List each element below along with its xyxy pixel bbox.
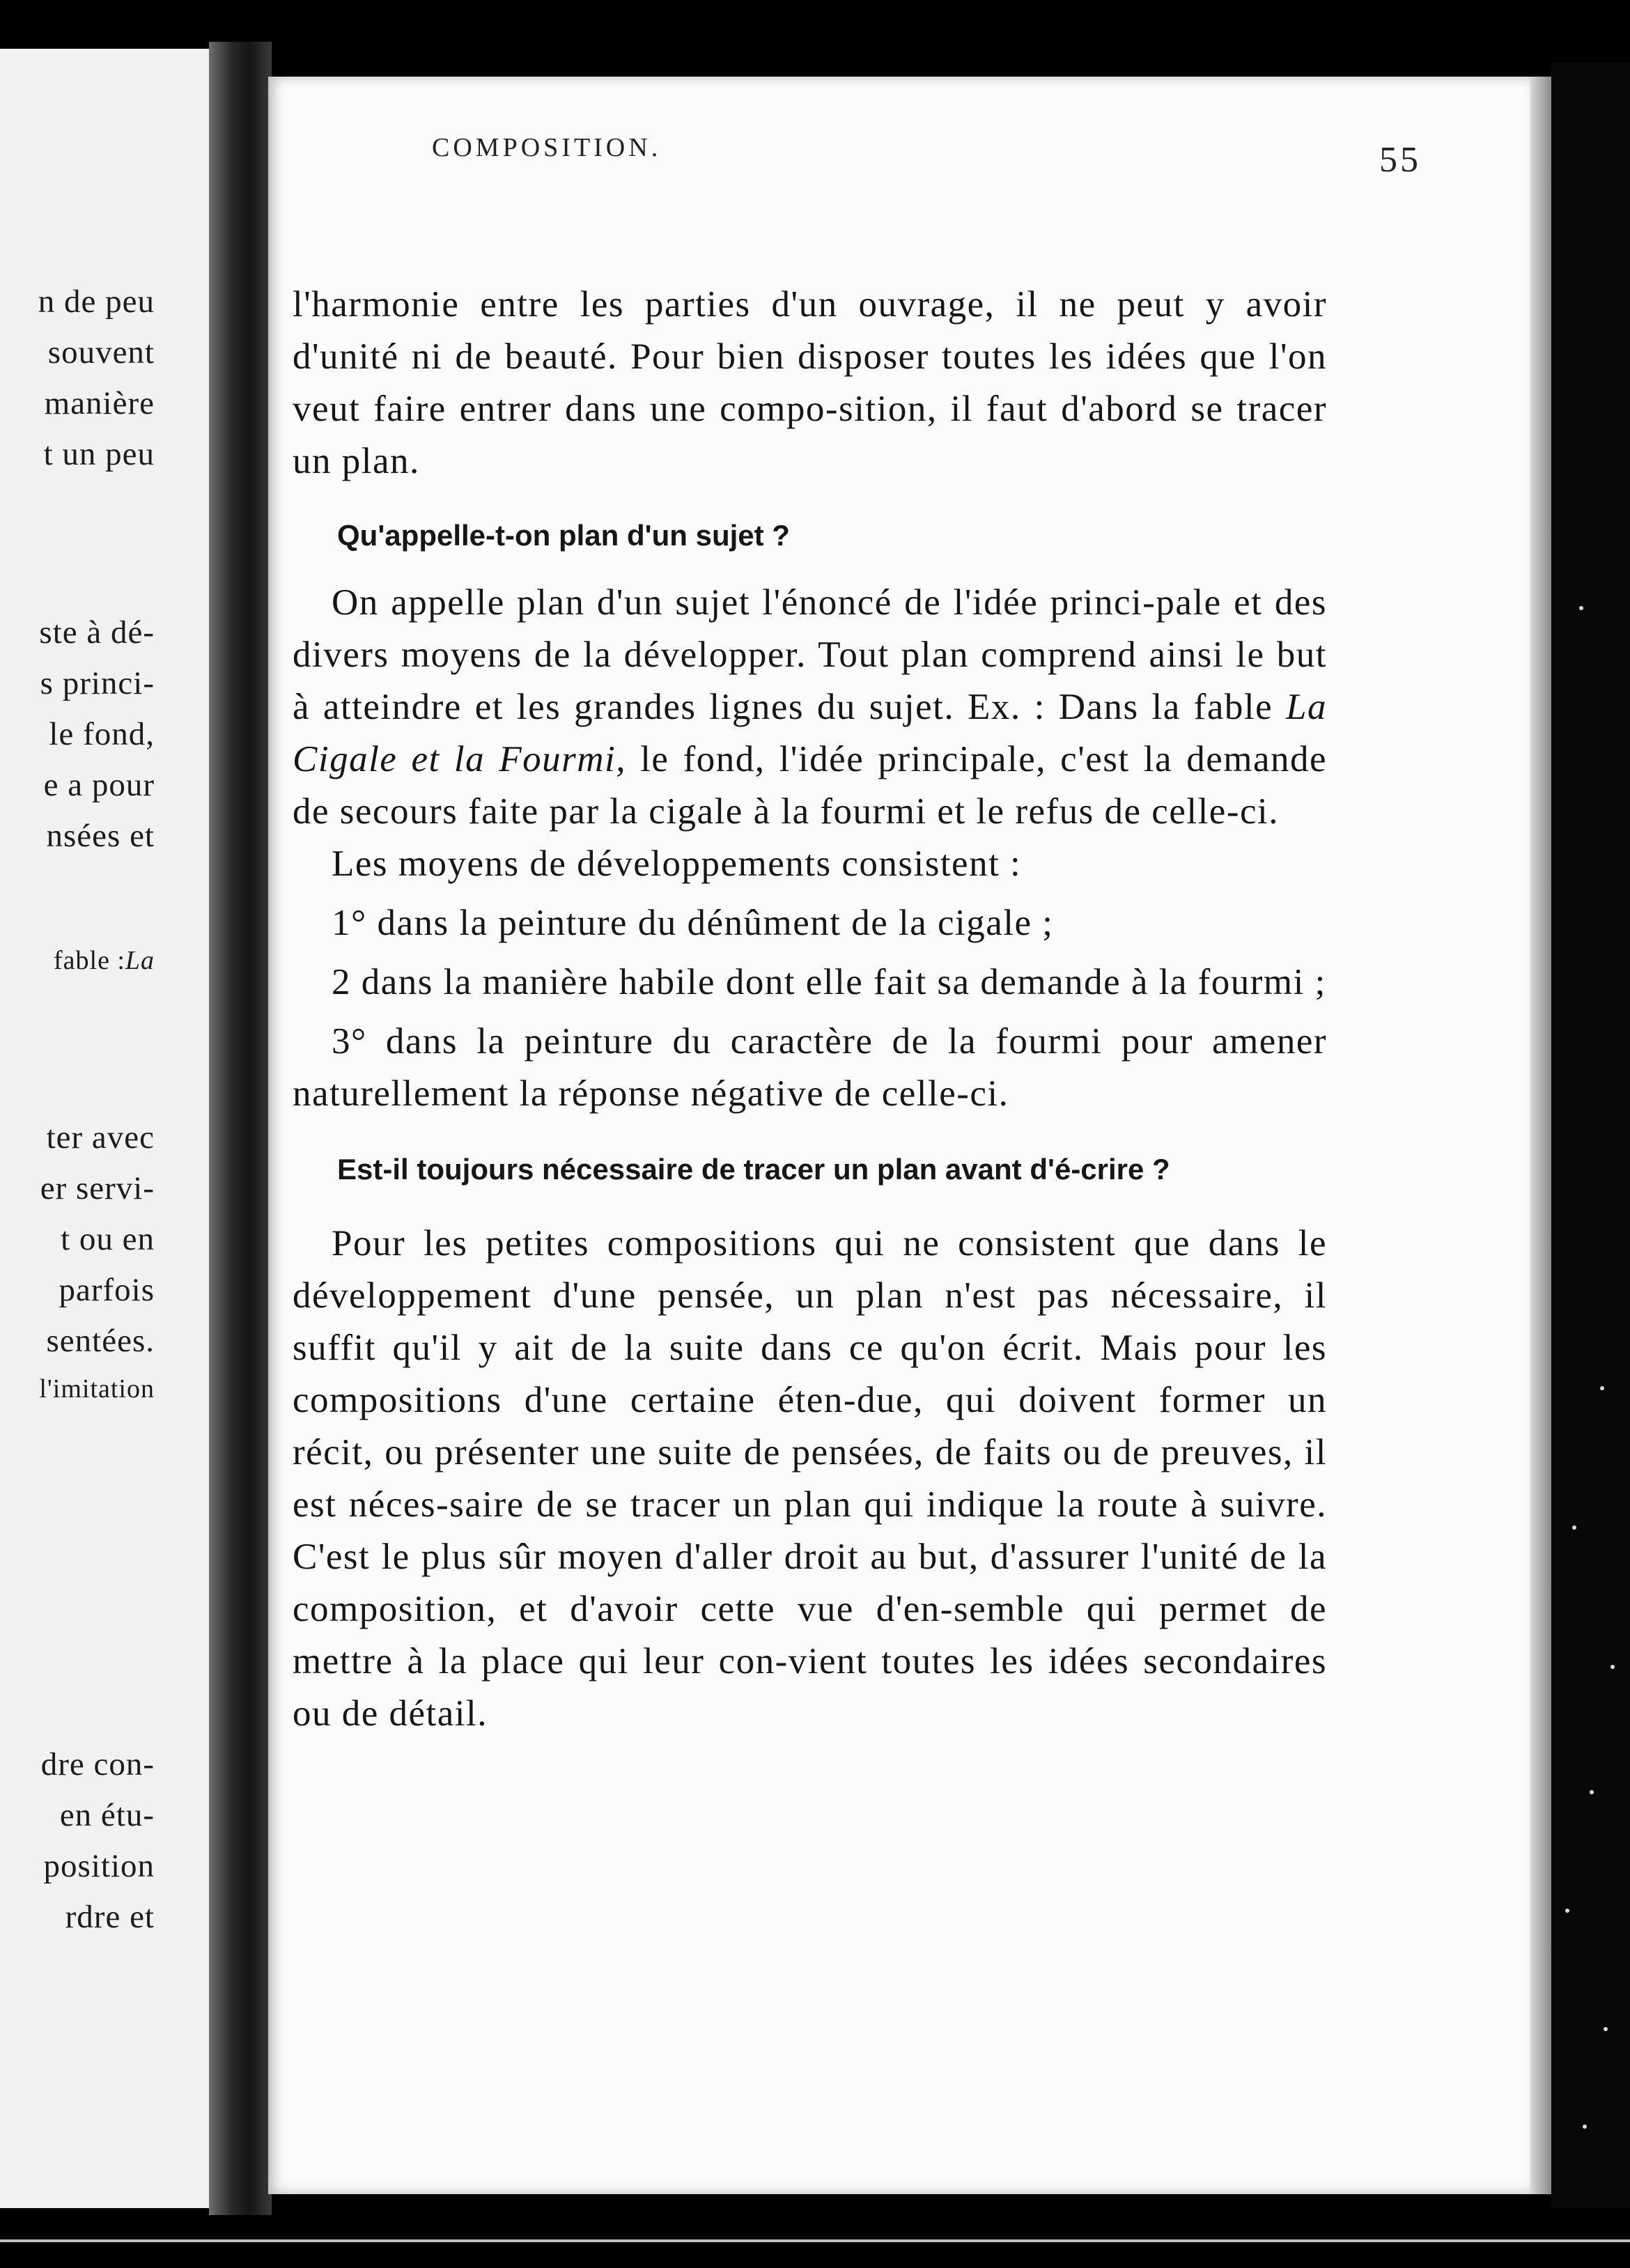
left-line-6: s princi- (40, 665, 155, 701)
left-line-8: e a pour (43, 767, 155, 803)
left-line-1: n de peu (38, 284, 155, 320)
list-item-3: 3° dans la peinture du caractère de la fourmi pour amener naturellement la réponse négative de celle-ci. (293, 1021, 1327, 1114)
left-line-10-italic-text: La (125, 946, 155, 975)
list-item-1: 1° dans la peinture du dénûment de la cigale ; (332, 903, 1054, 943)
left-line-20: rdre et (65, 1899, 155, 1935)
left-line-11: ter avec (46, 1119, 155, 1156)
left-line-17: dre con- (40, 1746, 155, 1782)
left-line-7: le fond, (49, 716, 155, 752)
dust-speck (1572, 1525, 1576, 1530)
page-edge (1530, 77, 1551, 2194)
left-line-9: nsées et (46, 818, 155, 854)
left-line-12: er servi- (40, 1170, 155, 1206)
dust-speck (1590, 1790, 1594, 1794)
fable-title: La Cigale et la Fourmi, (293, 687, 1327, 779)
question-heading-2: Est-il toujours nécessaire de tracer un plan avant d'é-crire ? (337, 1153, 1170, 1186)
paragraph-plan-definition (293, 577, 1327, 838)
previous-page-fragment (0, 49, 209, 2208)
dust-speck (1600, 1386, 1604, 1390)
dust-speck (1610, 1665, 1615, 1669)
plan-definition-text-end: le fond, l'idée principale, c'est la demande de secours faite par la cigale à la fourmi et le refus de celle-ci. (293, 739, 1327, 832)
left-line-18: en étu- (59, 1797, 155, 1833)
left-line-4: t un peu (43, 436, 155, 472)
dust-speck (1583, 2125, 1587, 2129)
left-line-10-italic (125, 947, 155, 974)
left-line-16: l'imitation (39, 1374, 155, 1404)
page-number: 55 (1379, 140, 1421, 180)
page-header (0, 132, 1630, 180)
dust-speck (1579, 606, 1583, 610)
left-line-13: t ou en (61, 1221, 155, 1257)
plan-definition-text: On appelle plan d'un sujet l'énoncé de l'idée princi-pale et des divers moyens de la développer. Tout plan comprend ainsi le but à atteindre et les grandes lignes du sujet. Ex. : Dans la fable (293, 582, 1327, 727)
paragraph-continuation: l'harmonie entre les parties d'un ouvrage, il ne peut y avoir d'unité ni de beauté. Pour bien disposer toutes les idées que l'on veut faire entrer dans une compo-sition, il faut d'abord se tracer un plan. (293, 284, 1327, 481)
dust-speck (1565, 1909, 1569, 1913)
running-head: COMPOSITION. (432, 133, 662, 162)
paragraph-means: Les moyens de développements consistent : (332, 844, 1022, 884)
scan-bottom-line (0, 2239, 1630, 2242)
left-line-3: manière (44, 385, 155, 421)
paragraph-plan-necessity: Pour les petites compositions qui ne consistent que dans le développement d'une pensée, un plan n'est pas nécessaire, il suffit qu'il y ait de la suite dans ce qu'on écrit. Mais pour les compositions d'une certaine éten-due, qui doivent former un récit, ou présenter une suite de pensées, de faits ou de preuves, il est néces-saire de se tracer un plan qui indique la route à suivre. C'est le plus sûr moyen d'aller droit au but, d'assurer l'unité de la composition, et d'avoir cette vue d'en-semble qui permet de mettre à la place qui leur con-vient toutes les idées secondaires ou de détail. (293, 1223, 1327, 1734)
question-heading-1: Qu'appelle-t-on plan d'un sujet ? (337, 519, 790, 552)
book-gutter (209, 42, 272, 2215)
left-line-2: souvent (47, 334, 155, 371)
scan-bottom (0, 2222, 1630, 2268)
left-line-10: fable : (53, 946, 125, 975)
dust-speck (1604, 2027, 1608, 2031)
left-line-5: ste à dé- (39, 614, 155, 651)
left-line-15: sentées. (46, 1323, 155, 1359)
list-item-2: 2 dans la manière habile dont elle fait sa demande à la fourmi ; (332, 962, 1326, 1002)
page-body (293, 279, 1327, 1740)
left-line-19: position (43, 1848, 155, 1884)
left-line-14: parfois (59, 1272, 155, 1308)
scan-background (1551, 63, 1630, 2208)
